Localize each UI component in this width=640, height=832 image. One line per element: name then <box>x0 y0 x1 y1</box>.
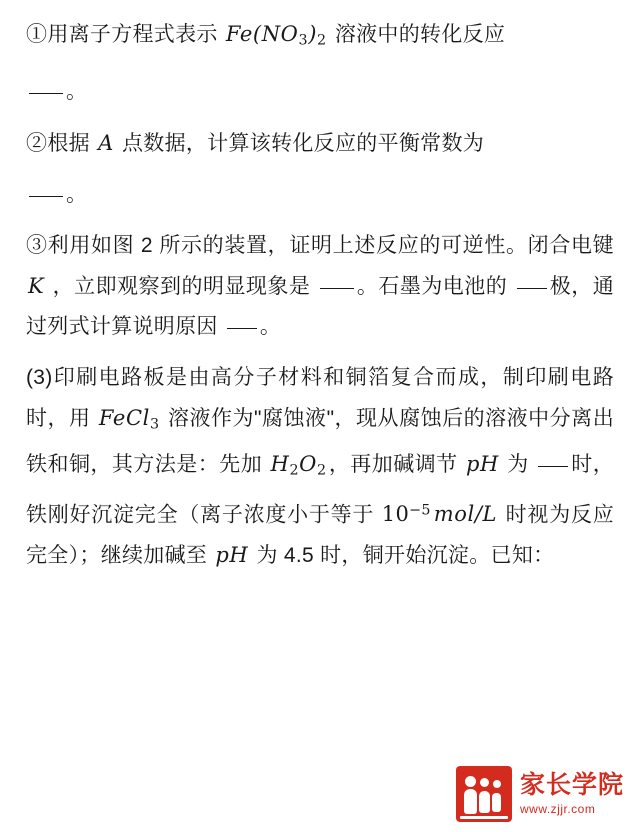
item-3-text-b: ，立即观察到的明显现象是 <box>52 274 311 298</box>
symbol-ph: pH <box>215 543 249 568</box>
question-item-1 <box>26 14 614 61</box>
point-label-a: A <box>98 130 114 155</box>
item-3-marker: ③ <box>26 233 48 257</box>
answer-blank[interactable] <box>29 93 63 94</box>
answer-blank[interactable] <box>320 288 354 289</box>
item-1-text-a: 用离子方程式表示 <box>47 23 218 46</box>
answer-blank[interactable] <box>538 466 568 467</box>
item-1-period: 。 <box>66 79 88 103</box>
item-1-text-b: 溶液中的转化反应 <box>334 23 506 46</box>
answer-blank[interactable] <box>29 196 63 197</box>
item-3-main-text-c: ，再加碱调节 <box>328 453 458 477</box>
watermark-url: www.zjjr.com <box>519 801 596 816</box>
item-1-marker: ① <box>26 23 48 46</box>
question-item-2-blank-line <box>26 175 614 215</box>
item-2-text-a: 根据 <box>47 131 90 155</box>
item-3-text-a: 利用如图 2 所示的装置，证明上述反应的可逆性。闭合电键 <box>47 233 614 257</box>
item-3-main-text-d: 为 <box>507 453 529 477</box>
formula-h2o2: $H_2O_2$ <box>270 452 327 479</box>
item-3-text-c: 。石墨为电池的 <box>356 274 508 298</box>
family-logo-icon <box>456 766 512 822</box>
item-3-main-marker: (3) <box>26 365 53 389</box>
item-3-main-text-b: 溶液作为"腐蚀液"，现从腐蚀后的溶液中分离出铁和铜，其方法是：先加 <box>26 406 614 477</box>
question-item-3 <box>26 226 614 347</box>
item-3-text-d: 极，通过列式计算说明原因 <box>26 274 615 338</box>
item-3-main-text-f: 时视为反应完全）；继续加碱至 <box>26 503 615 568</box>
watermark-title: 家长学院 <box>519 771 624 800</box>
item-3-main-text-e: 时，铁刚好沉淀完全（离子浓度小于等于 <box>26 453 614 527</box>
answer-blank[interactable] <box>517 288 547 289</box>
item-3-main-text-g: 为 4.5 时，铜开始沉淀。已知： <box>256 544 555 568</box>
value-concentration: $10^{-5}$ <box>381 502 431 527</box>
item-2-text-b: 点数据，计算该转化反应的平衡常数为 <box>121 131 485 155</box>
item-2-marker: ② <box>26 131 48 155</box>
question-item-1-blank-line <box>26 72 614 112</box>
question-item-2 <box>26 123 614 164</box>
item-2-period: 。 <box>66 182 88 206</box>
formula-fecl3: FeCl$_3$ <box>98 405 160 433</box>
watermark-logo <box>456 766 624 822</box>
item-3-period: 。 <box>259 314 282 338</box>
switch-label-k: K <box>28 273 45 298</box>
symbol-ph: pH <box>465 452 499 477</box>
watermark-text <box>520 772 624 816</box>
answer-blank[interactable] <box>227 328 257 329</box>
item-3-main-text-a: 印刷电路板是由高分子材料和铜箔复合而成，制印刷电路时，用 <box>26 365 614 430</box>
unit-mol-per-l: mol/L <box>433 502 498 527</box>
formula-fe-no3-2: $Fe(NO_3)_2$ <box>225 22 327 49</box>
question-item-3-main <box>26 358 614 577</box>
